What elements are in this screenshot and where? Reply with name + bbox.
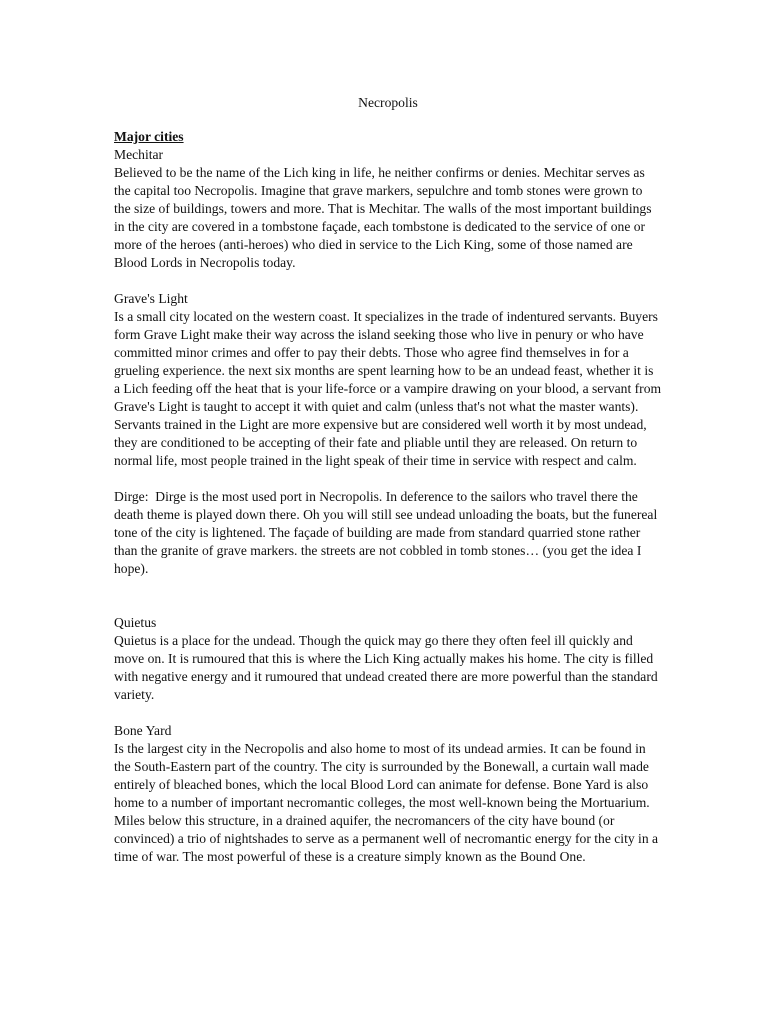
city-entry-quietus bbox=[114, 614, 662, 704]
city-description: Dirge is the most used port in Necropolis. In deference to the sailors who travel there the death theme is played down there. Oh you will still see undead unloading the boats, but the funereal tone of the city is lightened. The façade of building are made from standard quarried stone rather than the granite of grave markers. the streets are not cobbled in tomb stones… (you get the idea I hope). bbox=[114, 489, 658, 576]
city-name: Mechitar bbox=[114, 147, 164, 162]
document-title: Necropolis bbox=[358, 95, 418, 110]
city-entry-bone-yard bbox=[114, 722, 662, 866]
section-heading-major-cities: Major cities bbox=[114, 129, 184, 144]
document-body bbox=[114, 94, 662, 884]
city-description: Is the largest city in the Necropolis and also home to most of its undead armies. It can be found in the South-Eastern part of the country. The city is surrounded by the Bonewall, a curtain wall made entirely of bleached bones, which the local Blood Lord can animate for defense. Bone Yard is also home to a number of important necromantic colleges, the most well-known being the Mortuarium. Miles below this structure, in a drained aquifer, the necromancers of the city have bound (or convinced) a trio of nightshades to serve as a permanent well of necromantic energy for the city in a time of war. The most powerful of these is a creature simply known as the Bound One. bbox=[114, 741, 659, 864]
city-entry-dirge bbox=[114, 488, 662, 578]
city-description: Quietus is a place for the undead. Though the quick may go there they often feel ill quickly and move on. It is rumoured that this is where the Lich King actually makes his home. The city is filled with negative energy and it rumoured that undead created there are more powerful than the standard variety. bbox=[114, 633, 658, 702]
city-paragraph bbox=[114, 488, 662, 578]
city-name: Dirge: bbox=[114, 489, 149, 504]
city-entry-graves-light bbox=[114, 290, 662, 470]
city-description: Believed to be the name of the Lich king in life, he neither confirms or denies. Mechitar serves as the capital too Necropolis. Imagine that grave markers, sepulchre and tomb stones were grown to the size of buildings, towers and more. That is Mechitar. The walls of the most important buildings in the city are covered in a tombstone façade, each tombstone is dedicated to the service of one or more of the heroes (anti-heroes) who died in service to the Lich King, some of those named are Blood Lords in Necropolis today. bbox=[114, 165, 652, 270]
city-name: Grave's Light bbox=[114, 291, 188, 306]
city-name: Quietus bbox=[114, 615, 157, 630]
city-name: Bone Yard bbox=[114, 723, 172, 738]
city-entry-mechitar bbox=[114, 146, 662, 272]
city-description: Is a small city located on the western coast. It specializes in the trade of indentured servants. Buyers form Grave Light make their way across the island seeking those who live in penury or who have committed minor crimes and offer to pay their debts. Those who agree find themselves in for a grueling experience. the next six months are spent learning how to be an undead feast, whether it is a Lich feeding off the heat that is your life-force or a vampire drawing on your blood, a servant from Grave's Light is taught to accept it with quiet and calm (unless that's not what the master wants). Servants trained in the Light are more expensive but are considered well worth it by most undead, they are conditioned to be accepting of their fate and pliable until they are released. On return to normal life, most people trained in the light speak of their time in service with respect and calm. bbox=[114, 309, 662, 468]
